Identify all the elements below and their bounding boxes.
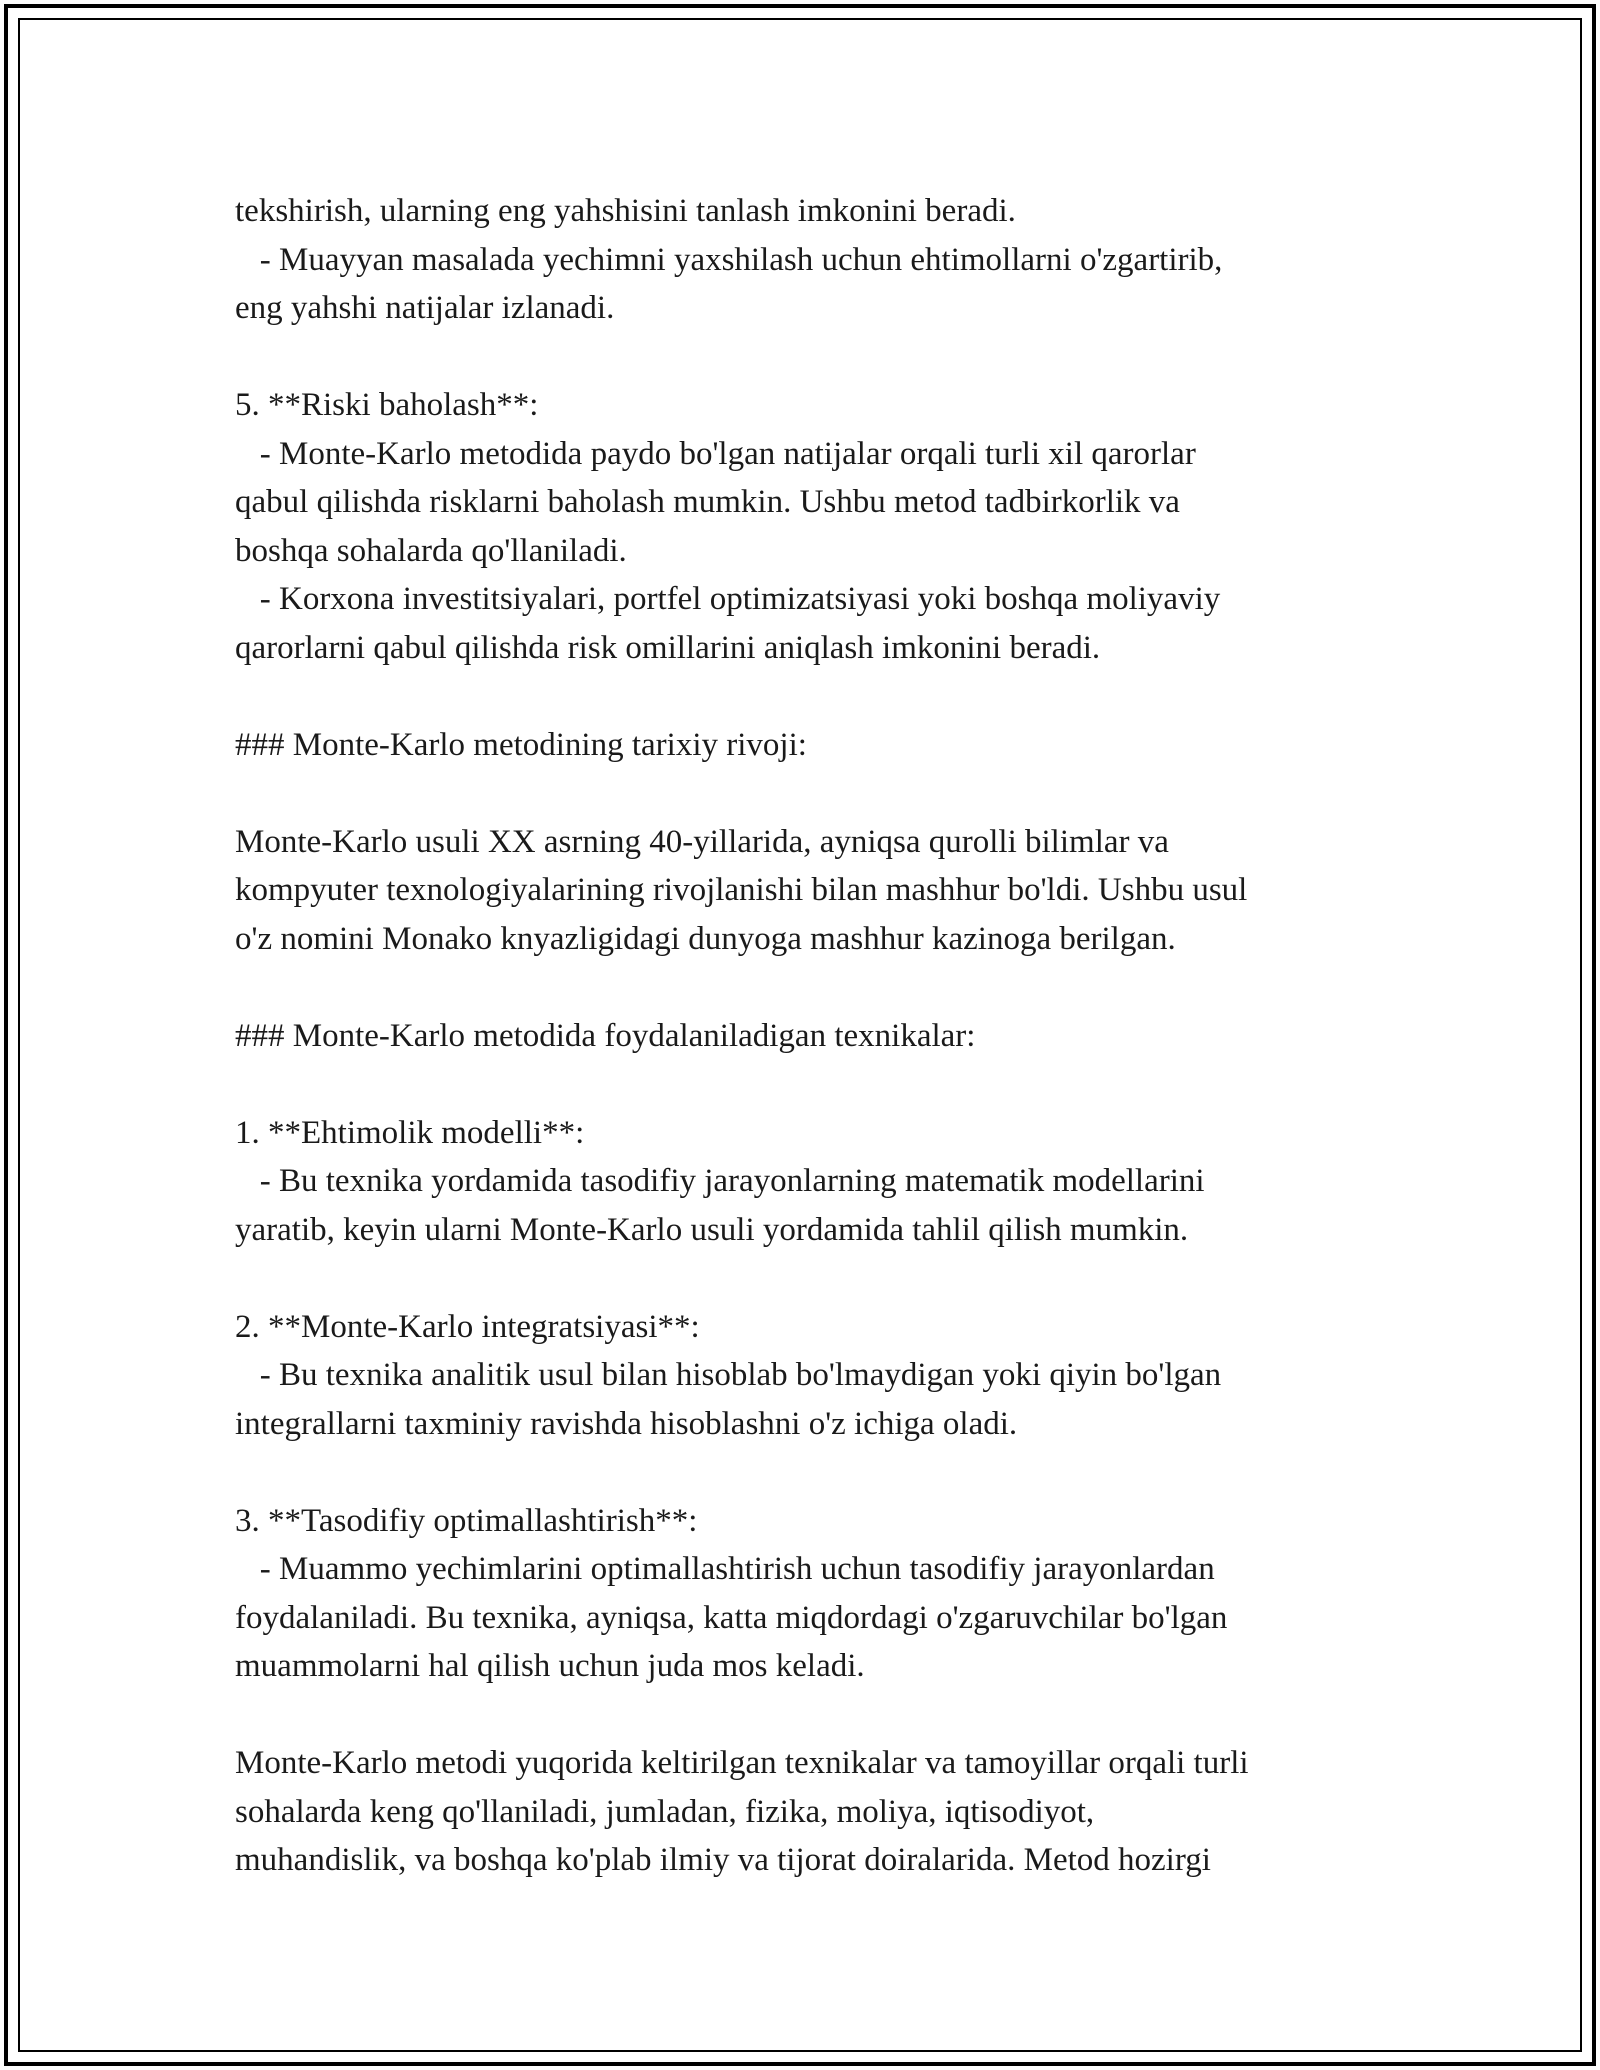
text-line: qarorlarni qabul qilishda risk omillarini aniqlash imkonini beradi. (235, 629, 1101, 666)
blank-line (235, 333, 1395, 382)
list-heading-risk: 5. **Riski baholash**: (235, 387, 539, 423)
text-line: foydalaniladi. Bu texnika, ayniqsa, katta miqdordagi o'zgaruvchilar bo'lgan (235, 1599, 1228, 1636)
text-line: - Bu texnika analitik usul bilan hisoblab bo'lmaydigan yoki qiyin bo'lgan (235, 1357, 1222, 1393)
text-line: Monte-Karlo metodi yuqorida keltirilgan texnikalar va tamoyillar orqali turli (235, 1745, 1249, 1781)
text-line: tekshirish, ularning eng yahshisini tanlash imkonini beradi. (235, 193, 1016, 229)
text-line: - Bu texnika yordamida tasodifiy jarayonlarning matematik modellarini (235, 1163, 1205, 1199)
list-heading-optimization: 3. **Tasodifiy optimallashtirish**: (235, 1502, 698, 1539)
blank-line (235, 672, 1395, 721)
text-line: qabul qilishda risklarni baholash mumkin. Ushbu metod tadbirkorlik va (235, 484, 1180, 520)
blank-line (235, 1254, 1395, 1303)
text-line: boshqa sohalarda qo'llaniladi. (235, 532, 627, 569)
text-line: o'z nomini Monako knyazligidagi dunyoga mashhur kazinoga berilgan. (235, 920, 1176, 957)
list-heading-integration: 2. **Monte-Karlo integratsiyasi**: (235, 1308, 700, 1345)
text-line: integrallarni taxminiy ravishda hisoblashni o'z ichiga oladi. (235, 1405, 1018, 1442)
text-line: - Korxona investitsiyalari, portfel optimizatsiyasi yoki boshqa moliyaviy (235, 581, 1221, 617)
blank-line (235, 1060, 1395, 1109)
document-body (235, 187, 1395, 1885)
section-heading-techniques: ### Monte-Karlo metodida foydalaniladigan texnikalar: (235, 1017, 976, 1054)
text-line: eng yahshi natijalar izlanadi. (235, 290, 615, 326)
text-line: - Muayyan masalada yechimni yaxshilash uchun ehtimollarni o'zgartirib, (235, 241, 1223, 278)
text-line: yaratib, keyin ularni Monte-Karlo usuli yordamida tahlil qilish mumkin. (235, 1211, 1189, 1248)
blank-line (235, 769, 1395, 818)
text-line: - Muammo yechimlarini optimallashtirish uchun tasodifiy jarayonlardan (235, 1551, 1215, 1587)
text-line: muhandislik, va boshqa ko'plab ilmiy va tijorat doiralarida. Metod hozirgi (235, 1842, 1211, 1878)
text-line: - Monte-Karlo metodida paydo bo'lgan natijalar orqali turli xil qarorlar (235, 435, 1196, 472)
blank-line (235, 1691, 1395, 1740)
text-line: Monte-Karlo usuli XX asrning 40-yillarida, ayniqsa qurolli bilimlar va (235, 823, 1169, 860)
text-line: kompyuter texnologiyalarining rivojlanishi bilan mashhur bo'ldi. Ushbu usul (235, 872, 1248, 908)
text-line: muammolarni hal qilish uchun juda mos keladi. (235, 1648, 865, 1684)
text-line: sohalarda keng qo'llaniladi, jumladan, fizika, moliya, iqtisodiyot, (235, 1793, 1095, 1830)
blank-line (235, 963, 1395, 1012)
blank-line (235, 1448, 1395, 1497)
section-heading-history: ### Monte-Karlo metodining tarixiy rivoji: (235, 726, 807, 763)
list-heading-probability-model: 1. **Ehtimolik modelli**: (235, 1114, 585, 1151)
